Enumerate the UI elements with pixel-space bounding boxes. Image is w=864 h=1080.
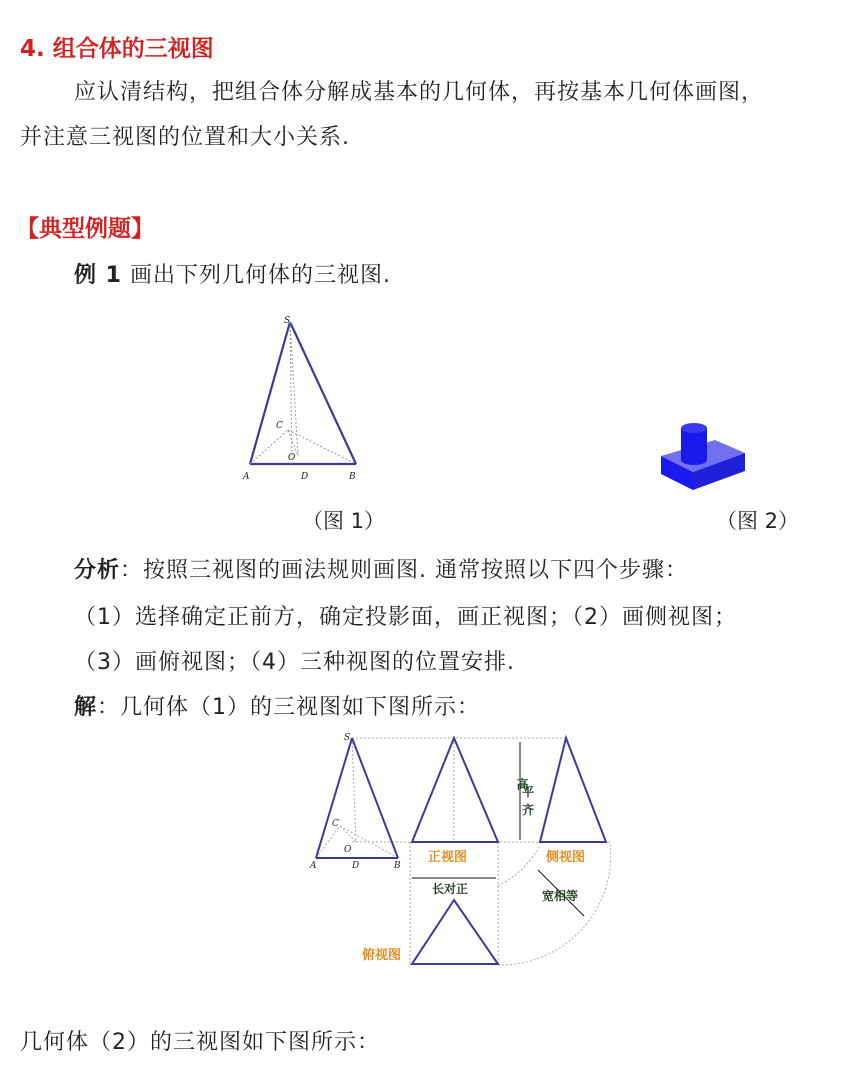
section-heading: 4. 组合体的三视图 (20, 36, 214, 62)
examples-heading: 【典型例题】 (16, 216, 154, 242)
view-label-o: O (344, 845, 352, 855)
rule-height-char-2: 平 (522, 785, 535, 799)
step-line-1: （1）选择确定正前方，确定投影面，画正视图；（2）画侧视图； (74, 605, 737, 630)
side-view-label: 侧视图 (546, 850, 586, 865)
rule-height-char-3: 齐 (522, 803, 535, 817)
view-label-a: A (310, 861, 317, 871)
label-c: C (276, 421, 283, 431)
figure-1-caption: （图 1） (302, 509, 386, 533)
label-b: B (349, 472, 356, 482)
three-views-diagram (300, 730, 620, 970)
label-a: A (243, 472, 250, 482)
top-view-label: 俯视图 (362, 948, 402, 963)
view-label-d: D (352, 861, 360, 871)
step-line-2: （3）画俯视图；（4）三种视图的位置安排. (74, 650, 515, 675)
rule-height-label: 高 (515, 778, 529, 790)
example-text: 画出下列几何体的三视图. (129, 263, 391, 288)
analysis (74, 553, 688, 584)
intro-line-1: 应认清结构，把组合体分解成基本的几何体，再按基本几何体画图， (74, 80, 765, 105)
analysis-label: 分析 (74, 558, 121, 583)
rule-length-label: 长对正 (432, 882, 469, 896)
label-d: D (301, 472, 309, 482)
solution-text: ：几何体（1）的三视图如下图所示： (97, 695, 481, 720)
front-view-label: 正视图 (428, 850, 468, 865)
solution (74, 690, 480, 721)
analysis-text: ：按照三视图的画法规则画图. 通常按照以下四个步骤： (120, 558, 689, 583)
view-label-c: C (332, 819, 339, 829)
intro-line-2: 并注意三视图的位置和大小关系. (20, 125, 350, 150)
example-label: 例 1 (74, 263, 122, 288)
solution-label: 解 (74, 695, 98, 720)
figure-2-caption: （图 2） (716, 509, 800, 533)
footer-text: 几何体（2）的三视图如下图所示： (20, 1030, 380, 1055)
rule-width-label: 宽相等 (542, 889, 579, 903)
view-label-b: B (394, 861, 401, 871)
figure-2-solid (655, 410, 755, 490)
label-s: S (284, 316, 291, 326)
figure-1-pyramid (240, 310, 370, 490)
example-1 (74, 258, 391, 289)
view-label-s: S (344, 733, 351, 743)
label-o: O (288, 453, 296, 463)
